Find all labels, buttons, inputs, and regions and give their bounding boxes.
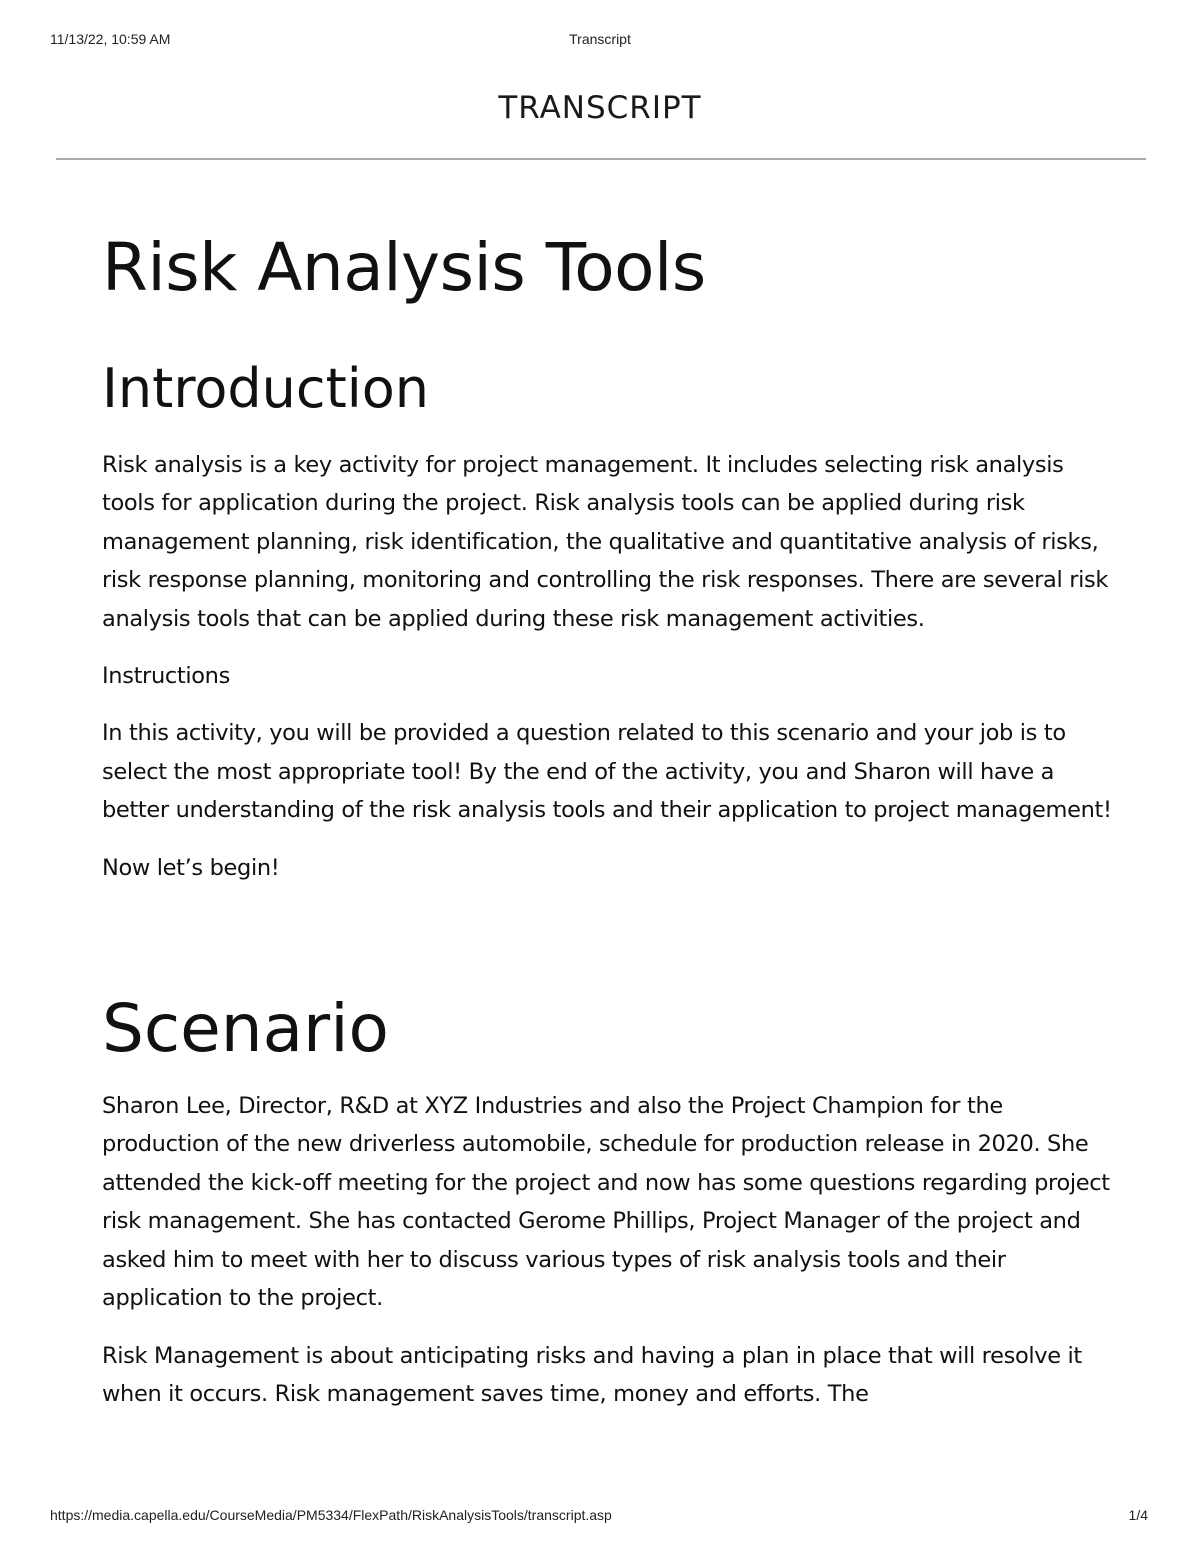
scenario-paragraph-2: Risk Management is about anticipating risks and having a plan in place that will resolve it when it occurs. Risk management saves time, money and efforts. The [102, 1342, 1082, 1407]
scenario-heading: Scenario [102, 990, 389, 1068]
banner-title: TRANSCRIPT [498, 90, 702, 126]
print-page-number: 1/4 [1128, 1507, 1148, 1523]
instructions-label: Instructions [102, 663, 230, 690]
introduction-heading: Introduction [102, 357, 430, 420]
print-url: https://media.capella.edu/CourseMedia/PM5334/FlexPath/RiskAnalysisTools/transcript.asp [50, 1507, 612, 1523]
closing-line: Now let’s begin! [102, 854, 280, 881]
instructions-paragraph: In this activity, you will be provided a question related to this scenario and your job is to select the most appropriate tool! By the end of the activity, you and Sharon will have a better understanding of the risk analysis tools and their application to project management! [102, 720, 1112, 824]
main-content [102, 220, 1112, 1413]
introduction-paragraph: Risk analysis is a key activity for project management. It includes selecting risk analysis tools for application during the project. Risk analysis tools can be applied during risk management planning, risk identification, the qualitative and quantitative analysis of risks, risk response planning, monitoring and controlling the risk responses. There are several risk analysis tools that can be applied during these risk management activities. [102, 452, 1109, 632]
print-datetime: 11/13/22, 10:59 AM [50, 31, 171, 47]
print-doc-title: Transcript [569, 31, 631, 47]
page-title: Risk Analysis Tools [102, 229, 706, 306]
scenario-paragraph-1: Sharon Lee, Director, R&D at XYZ Industries and also the Project Champion for the production of the new driverless automobile, schedule for production release in 2020. She attended the kick-off meeting for the project and now has some questions regarding project risk management. She has contacted Gerome Phillips, Project Manager of the project and asked him to meet with her to discuss various types of risk analysis tools and their application to the project. [102, 1093, 1110, 1312]
